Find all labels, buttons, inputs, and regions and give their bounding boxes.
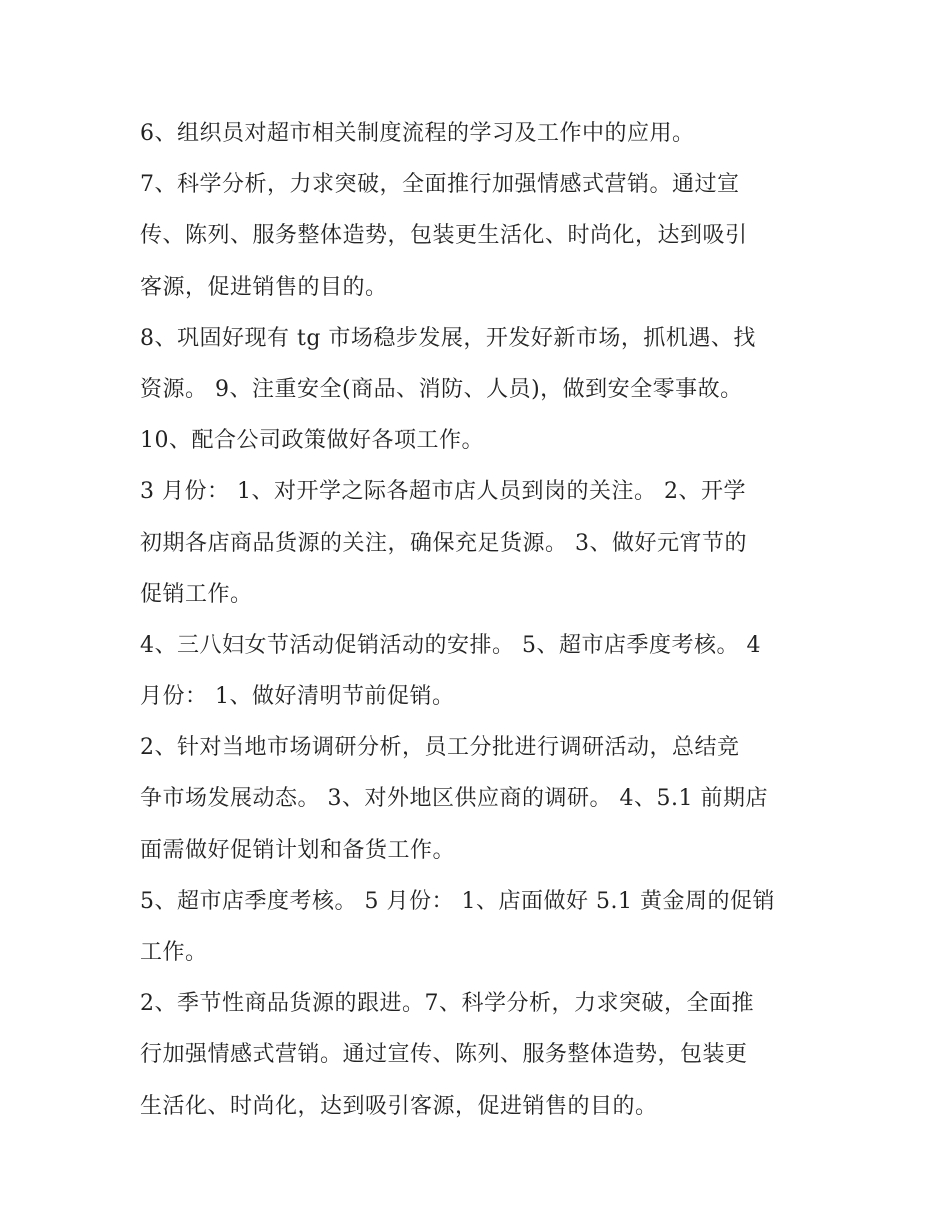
paragraph-march [140, 466, 816, 620]
paragraph-item-8-9 [140, 313, 816, 415]
text-line: 促销工作。 [140, 581, 253, 607]
paragraph-item-7 [140, 159, 816, 313]
paragraph-march-april [140, 620, 816, 722]
text-line: 3 月份： 1、对开学之际各超市店人员到岗的关注。 2、开学 [140, 479, 746, 505]
text-line: 8、巩固好现有 tg 市场稳步发展，开发好新市场，抓机遇、找 [140, 325, 756, 351]
paragraph-april [140, 722, 816, 876]
text-line: 资源。 9、注重安全(商品、消防、人员)，做到安全零事故。 [140, 376, 743, 402]
text-line: 10、配合公司政策做好各项工作。 [140, 428, 484, 454]
text-line: 传、陈列、服务整体造势，包装更生活化、时尚化，达到吸引 [140, 223, 748, 249]
text-line: 初期各店商品货源的关注，确保充足货源。 3、做好元宵节的 [140, 530, 747, 556]
text-line: 4、三八妇女节活动促销活动的安排。 5、超市店季度考核。 4 [140, 632, 761, 658]
document-body [140, 108, 816, 1132]
text-line: 生活化、时尚化，达到吸引客源，促进销售的目的。 [140, 1093, 658, 1119]
text-line: 行加强情感式营销。通过宣传、陈列、服务整体造势，包装更 [140, 1042, 748, 1068]
paragraph-item-6 [140, 108, 816, 159]
text-line: 5、超市店季度考核。 5 月份： 1、店面做好 5.1 黄金周的促销 [140, 888, 775, 914]
text-line: 客源，促进销售的目的。 [140, 274, 388, 300]
paragraph-may [140, 876, 816, 978]
text-line: 7、科学分析，力求突破，全面推行加强情感式营销。通过宣 [140, 172, 740, 198]
text-line: 2、针对当地市场调研分析，员工分批进行调研活动，总结竞 [140, 735, 740, 761]
text-line: 工作。 [140, 940, 208, 965]
text-line: 6、组织员对超市相关制度流程的学习及工作中的应用。 [140, 121, 695, 146]
text-line: 月份： 1、做好清明节前促销。 [140, 684, 455, 710]
paragraph-may-items [140, 978, 816, 1132]
text-line: 2、季节性商品货源的跟进。7、科学分析，力求突破，全面推 [140, 991, 754, 1017]
text-line: 面需做好促销计划和备货工作。 [140, 837, 456, 863]
paragraph-item-10 [140, 415, 816, 466]
text-line: 争市场发展动态。 3、对外地区供应商的调研。 4、5.1 前期店 [140, 786, 768, 812]
